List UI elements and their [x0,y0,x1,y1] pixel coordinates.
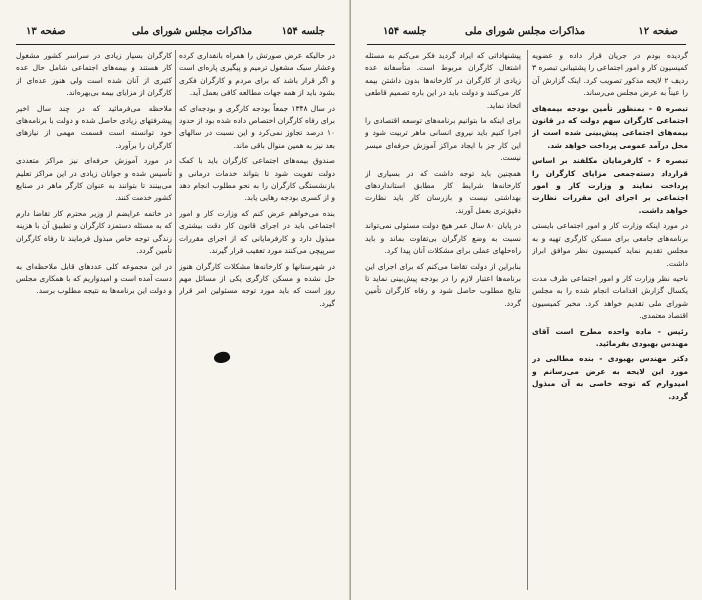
paragraph: گردیده بودم در جریان قرار داده و عضویه کمیسیون کار و امور اجتماعی را پشتیبانی تبصره ۳ ردیف ۲ لایحه مذکور تصویب کرد. اینک گزارش آن را عیناً به عرض مجلس می‌رساند. [532,51,688,98]
right-page-column-right [532,50,688,592]
right-page [351,0,702,600]
paragraph: در حالیکه عرض صورتش را همراه بانفداری کرده وعشار سبک مشغول ترمیم و پیگیری پاره‌ای است و اگر قرار باشد که برای مردم و کارگران فکری بشود باید از همه جهات مطالعه کافی بعمل آید. [179,51,335,98]
paragraph: ناحیه نظر وزارت کار و امور اجتماعی طرف مدت یکسال گزارش اقدامات انجام شده را به مجلس شورای ملی تقدیم خواهد کرد. مخبر کمیسیون اقتصاد معتمدی. [532,273,688,321]
left-page-column-right [179,50,335,592]
paragraph: در مورد آموزش حرفه‌ای نیز مراکز متعددی تأسیس شده و جوانان زیادی در این مراکز تعلیم می‌بینند تا بتوانند به عنوان کارگر ماهر در صنایع کشور خدمت کنند. [16,156,172,203]
right-page-session: جلسه ۱۵۴ [383,26,427,37]
paragraph: در خاتمه عرایضم از وزیر محترم کار تقاضا دارم که به مسئله دستمزد کارگران و تطبیق آن با هزینه زندگی توجه خاص مبذول فرمایند تا رفاه کارگران تأمین گردد. [16,208,172,256]
paragraph: در سال ۱۳۴۸ جمعاً بودجه کارگری و بودجه‌ای که برای رفاه کارگران اختصاص داده شده بود از حدود ۱۰ درصد تجاوز نمی‌کرد و این نسبت در سالهای بعد نیز به همین منوال باقی ماند. [179,103,335,150]
paragraph: در مورد اینکه وزارت کار و امور اجتماعی بایستی برنامه‌های جامعی برای مسکن کارگری تهیه و به مجلس تقدیم نماید کمیسیون نظر موافق ابراز داشت. [532,221,688,268]
paragraph: کارگران بسیار زیادی در سراسر کشور مشغول کار هستند و بیمه‌های اجتماعی شامل حال عده کثیری از آنان شده است ولی هنوز عده‌ای از کارگران از مزایای بیمه بی‌بهره‌اند. [16,51,172,98]
left-header-rule [16,44,335,45]
paragraph: بنده می‌خواهم عرض کنم که وزارت کار و امور اجتماعی باید در اجرای قانون کار دقت بیشتری مبذول دارد و کارفرمایانی که از اجرای مقررات سرپیچی می‌کنند مورد تعقیب قرار گیرند. [179,208,335,256]
right-column-divider [527,50,528,590]
left-page-title: مذاکرات مجلس شورای ملی [132,26,253,37]
left-page-session: جلسه ۱۵۴ [281,26,325,37]
paragraph: همچنین باید توجه داشت که در بسیاری از کارخانه‌ها شرایط کار مطابق استانداردهای بهداشتی نیست و بازرسان کار باید نظارت دقیق‌تری بعمل آورند. [365,168,521,215]
paragraph: تبصره ۶ - کارفرمایان مکلفند بر اساس قرارداد دسته‌جمعی مزایای کارگران را پرداخت نمایند و وزارت کار و امور اجتماعی بر اجرای این مقررات نظارت خواهد داشت. [532,156,688,215]
left-page-header [20,26,333,42]
paragraph: تبصره ۵ - بمنظور تأمین بودجه بیمه‌های اجتماعی کارگران سهم دولت که در قانون بیمه‌های اجتماعی پیش‌بینی شده است از محل درآمد عمومی پرداخت خواهد شد. [532,103,688,150]
left-column-divider [175,50,176,590]
right-page-title: مذاکرات مجلس شورای ملی [465,26,586,37]
left-page-number: صفحه ۱۳ [26,26,66,37]
paragraph: در پایان ۸۰ سال عمر هیچ دولت مسئولی نمی‌تواند نسبت به وضع کارگران بی‌تفاوت بماند و باید راه‌حلهای عملی برای مشکلات آنان پیدا کرد. [365,221,521,256]
paragraph: پیشنهاداتی که ایراد گردید فکر می‌کنم به مسئله اشتغال کارگران مربوط است. متأسفانه عده زیادی از کارگران در کارخانه‌ها بدون داشتن بیمه کار می‌کنند و دولت باید در این باره تصمیم قاطعی اتخاذ نماید. [365,51,521,110]
paragraph: ملاحظه می‌فرمائید که در چند سال اخیر پیشرفتهای زیادی حاصل شده و دولت با برنامه‌های خود توانسته است قسمت مهمی از نیازهای کارگران را برآورد. [16,103,172,150]
paragraph: در این مجموعه کلی عددهای قابل ملاحظه‌ای به دست آمده است و امیدواریم که با همکاری مجلس و دولت این برنامه‌ها به نتیجه مطلوب برسد. [16,261,172,296]
right-header-rule [367,44,686,45]
paragraph: بنابراین از دولت تقاضا می‌کنم که برای اجرای این برنامه‌ها اعتبار لازم را در بودجه پیش‌بینی نماید تا نتایج مطلوب حاصل شود و رفاه کارگران تأمین گردد. [365,261,521,308]
left-page-column-left [16,50,172,592]
paragraph: صندوق بیمه‌های اجتماعی کارگران باید با کمک دولت تقویت شود تا بتواند خدمات درمانی و بازنشستگی کارگران را به نحو مطلوب انجام دهد و از کسری بودجه رهایی یابد. [179,156,335,203]
paragraph: برای اینکه ما بتوانیم برنامه‌های توسعه اقتصادی را اجرا کنیم باید نیروی انسانی ماهر تربیت شود و این کار جز با ایجاد مراکز آموزش حرفه‌ای میسر نیست. [365,116,521,163]
paragraph: رئیس - ماده واحده مطرح است آقای مهندس بهبودی بفرمائید. [532,326,688,348]
paragraph: در شهرستانها و کارخانه‌ها مشکلات کارگران هنوز حل نشده و مسکن کارگری یکی از مسائل مهم روز است که باید مورد توجه مسئولین امر قرار گیرد. [179,261,335,308]
paragraph: دکتر مهندس بهبودی - بنده مطالبی در مورد این لایحه به عرض می‌رسانم و امیدوارم که توجه خاصی به آن مبذول گردد. [532,354,688,401]
right-page-number: صفحه ۱۲ [638,26,678,37]
right-page-header [371,26,684,42]
right-page-column-left [365,50,521,592]
